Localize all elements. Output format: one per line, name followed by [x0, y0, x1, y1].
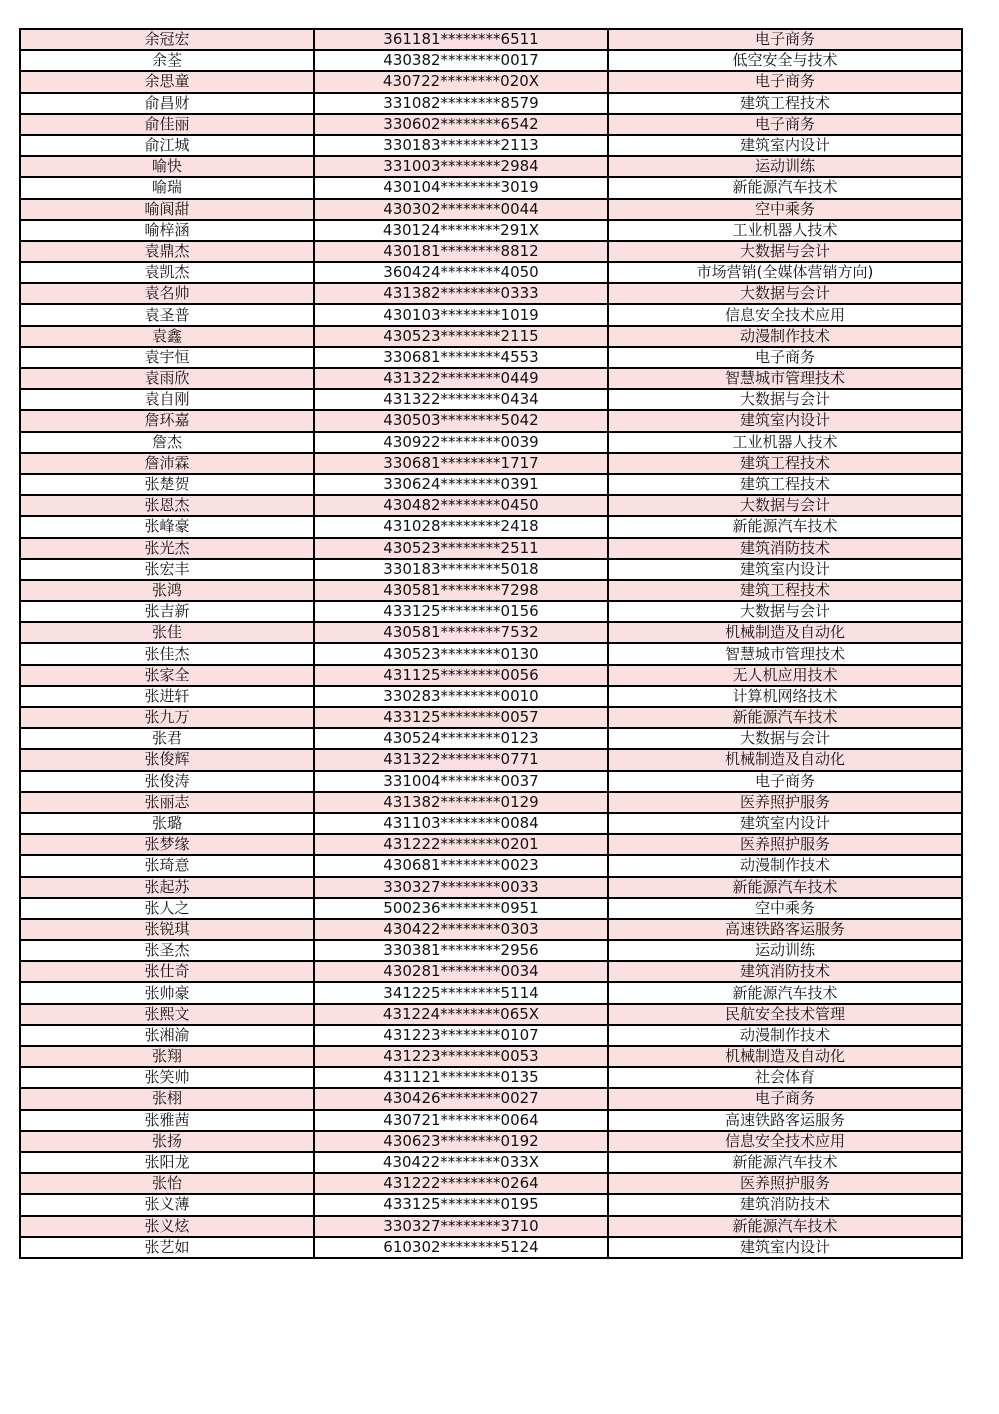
- major-cell: 动漫制作技术: [608, 326, 962, 347]
- major-cell: 工业机器人技术: [608, 432, 962, 453]
- student-name-cell: 袁名帅: [20, 283, 314, 304]
- student-name-cell: 袁凯杰: [20, 262, 314, 283]
- student-name-cell: 张鸿: [20, 580, 314, 601]
- id-number-cell: 331004********0037: [314, 771, 608, 792]
- student-name-cell: 张雅茜: [20, 1110, 314, 1131]
- id-number-cell: 330681********1717: [314, 453, 608, 474]
- table-row: [20, 410, 962, 431]
- id-number-cell: 430302********0044: [314, 199, 608, 220]
- major-cell: 大数据与会计: [608, 601, 962, 622]
- student-name-cell: 张丽志: [20, 792, 314, 813]
- major-cell: 新能源汽车技术: [608, 1216, 962, 1237]
- student-name-cell: 余思童: [20, 71, 314, 92]
- id-number-cell: 430721********0064: [314, 1110, 608, 1131]
- id-number-cell: 330183********2113: [314, 135, 608, 156]
- id-number-cell: 330381********2956: [314, 940, 608, 961]
- id-number-cell: 431322********0449: [314, 368, 608, 389]
- id-number-cell: 430623********0192: [314, 1131, 608, 1152]
- table-row: [20, 771, 962, 792]
- id-number-cell: 430103********1019: [314, 304, 608, 325]
- table-row: [20, 304, 962, 325]
- major-cell: 医养照护服务: [608, 792, 962, 813]
- table-row: [20, 262, 962, 283]
- id-number-cell: 430422********0303: [314, 919, 608, 940]
- table-row: [20, 241, 962, 262]
- major-cell: 新能源汽车技术: [608, 982, 962, 1003]
- major-cell: 机械制造及自动化: [608, 749, 962, 770]
- student-name-cell: 袁圣普: [20, 304, 314, 325]
- table-row: [20, 686, 962, 707]
- major-cell: 建筑工程技术: [608, 453, 962, 474]
- student-name-cell: 张峰豪: [20, 516, 314, 537]
- student-name-cell: 张义炫: [20, 1216, 314, 1237]
- id-number-cell: 430124********291X: [314, 220, 608, 241]
- id-number-cell: 430681********0023: [314, 855, 608, 876]
- id-number-cell: 330624********0391: [314, 474, 608, 495]
- major-cell: 新能源汽车技术: [608, 1152, 962, 1173]
- student-name-cell: 俞佳丽: [20, 114, 314, 135]
- id-number-cell: 430482********0450: [314, 495, 608, 516]
- student-name-cell: 袁自刚: [20, 389, 314, 410]
- student-name-cell: 袁鑫: [20, 326, 314, 347]
- id-number-cell: 431222********0201: [314, 834, 608, 855]
- student-name-cell: 张九万: [20, 707, 314, 728]
- id-number-cell: 431322********0771: [314, 749, 608, 770]
- student-name-cell: 喻瑞: [20, 177, 314, 198]
- student-name-cell: 詹杰: [20, 432, 314, 453]
- student-name-cell: 张吉新: [20, 601, 314, 622]
- student-name-cell: 张宏丰: [20, 559, 314, 580]
- table-row: [20, 50, 962, 71]
- major-cell: 建筑室内设计: [608, 135, 962, 156]
- id-number-cell: 430581********7532: [314, 622, 608, 643]
- major-cell: 电子商务: [608, 347, 962, 368]
- student-name-cell: 张熙文: [20, 1004, 314, 1025]
- id-number-cell: 433125********0156: [314, 601, 608, 622]
- id-number-cell: 330183********5018: [314, 559, 608, 580]
- id-number-cell: 361181********6511: [314, 29, 608, 50]
- id-number-cell: 330602********6542: [314, 114, 608, 135]
- student-name-cell: 张仕奇: [20, 961, 314, 982]
- table-row: [20, 114, 962, 135]
- major-cell: 建筑室内设计: [608, 559, 962, 580]
- student-name-cell: 张栩: [20, 1088, 314, 1109]
- major-cell: 建筑工程技术: [608, 93, 962, 114]
- table-row: [20, 71, 962, 92]
- major-cell: 智慧城市管理技术: [608, 368, 962, 389]
- table-row: [20, 834, 962, 855]
- student-name-cell: 张湘渝: [20, 1025, 314, 1046]
- major-cell: 社会体育: [608, 1067, 962, 1088]
- student-name-cell: 张佳杰: [20, 643, 314, 664]
- major-cell: 建筑室内设计: [608, 1237, 962, 1258]
- student-name-cell: 喻梓涵: [20, 220, 314, 241]
- id-number-cell: 430722********020X: [314, 71, 608, 92]
- student-name-cell: 张光杰: [20, 538, 314, 559]
- id-number-cell: 430181********8812: [314, 241, 608, 262]
- table-row: [20, 29, 962, 50]
- major-cell: 建筑室内设计: [608, 813, 962, 834]
- table-row: [20, 1025, 962, 1046]
- student-name-cell: 余荃: [20, 50, 314, 71]
- major-cell: 运动训练: [608, 156, 962, 177]
- table-row: [20, 1131, 962, 1152]
- id-number-cell: 430523********2511: [314, 538, 608, 559]
- student-name-cell: 张笑帅: [20, 1067, 314, 1088]
- major-cell: 大数据与会计: [608, 495, 962, 516]
- table-row: [20, 940, 962, 961]
- student-name-cell: 余冠宏: [20, 29, 314, 50]
- id-number-cell: 330327********3710: [314, 1216, 608, 1237]
- student-name-cell: 喻快: [20, 156, 314, 177]
- student-name-cell: 张锐琪: [20, 919, 314, 940]
- id-number-cell: 431382********0129: [314, 792, 608, 813]
- table-row: [20, 538, 962, 559]
- student-name-cell: 詹环嘉: [20, 410, 314, 431]
- table-row: [20, 1237, 962, 1258]
- major-cell: 医养照护服务: [608, 1173, 962, 1194]
- id-number-cell: 330681********4553: [314, 347, 608, 368]
- table-row: [20, 749, 962, 770]
- id-number-cell: 431103********0084: [314, 813, 608, 834]
- major-cell: 空中乘务: [608, 898, 962, 919]
- major-cell: 大数据与会计: [608, 728, 962, 749]
- table-row: [20, 665, 962, 686]
- student-name-cell: 袁宇恒: [20, 347, 314, 368]
- major-cell: 新能源汽车技术: [608, 707, 962, 728]
- table-row: [20, 1173, 962, 1194]
- student-name-cell: 张进轩: [20, 686, 314, 707]
- table-row: [20, 93, 962, 114]
- table-row: [20, 1067, 962, 1088]
- table-row: [20, 199, 962, 220]
- student-name-cell: 张艺如: [20, 1237, 314, 1258]
- major-cell: 电子商务: [608, 771, 962, 792]
- table-row: [20, 347, 962, 368]
- table-row: [20, 792, 962, 813]
- major-cell: 建筑室内设计: [608, 410, 962, 431]
- id-number-cell: 430382********0017: [314, 50, 608, 71]
- table-row: [20, 220, 962, 241]
- id-number-cell: 360424********4050: [314, 262, 608, 283]
- table-row: [20, 1088, 962, 1109]
- major-cell: 建筑消防技术: [608, 538, 962, 559]
- major-cell: 建筑工程技术: [608, 580, 962, 601]
- id-number-cell: 431028********2418: [314, 516, 608, 537]
- table-row: [20, 1216, 962, 1237]
- id-number-cell: 330327********0033: [314, 877, 608, 898]
- major-cell: 新能源汽车技术: [608, 177, 962, 198]
- student-name-cell: 张君: [20, 728, 314, 749]
- student-name-cell: 张义薄: [20, 1194, 314, 1215]
- table-row: [20, 326, 962, 347]
- table-row: [20, 177, 962, 198]
- major-cell: 动漫制作技术: [608, 855, 962, 876]
- table-row: [20, 707, 962, 728]
- major-cell: 低空安全与技术: [608, 50, 962, 71]
- major-cell: 大数据与会计: [608, 389, 962, 410]
- student-name-cell: 张怡: [20, 1173, 314, 1194]
- student-name-cell: 詹沛霖: [20, 453, 314, 474]
- table-row: [20, 432, 962, 453]
- student-name-cell: 张琦意: [20, 855, 314, 876]
- student-name-cell: 张恩杰: [20, 495, 314, 516]
- student-table: [19, 28, 963, 1259]
- student-name-cell: 张梦缘: [20, 834, 314, 855]
- table-row: [20, 1110, 962, 1131]
- id-number-cell: 430104********3019: [314, 177, 608, 198]
- table-row: [20, 728, 962, 749]
- major-cell: 机械制造及自动化: [608, 1046, 962, 1067]
- id-number-cell: 430581********7298: [314, 580, 608, 601]
- id-number-cell: 431224********065X: [314, 1004, 608, 1025]
- student-name-cell: 张翔: [20, 1046, 314, 1067]
- table-row: [20, 1194, 962, 1215]
- id-number-cell: 433125********0057: [314, 707, 608, 728]
- major-cell: 无人机应用技术: [608, 665, 962, 686]
- id-number-cell: 431223********0107: [314, 1025, 608, 1046]
- major-cell: 大数据与会计: [608, 241, 962, 262]
- major-cell: 信息安全技术应用: [608, 1131, 962, 1152]
- major-cell: 新能源汽车技术: [608, 516, 962, 537]
- table-row: [20, 283, 962, 304]
- id-number-cell: 431322********0434: [314, 389, 608, 410]
- table-row: [20, 898, 962, 919]
- major-cell: 工业机器人技术: [608, 220, 962, 241]
- student-name-cell: 袁鼎杰: [20, 241, 314, 262]
- table-row: [20, 135, 962, 156]
- student-name-cell: 张人之: [20, 898, 314, 919]
- table-row: [20, 813, 962, 834]
- table-row: [20, 368, 962, 389]
- student-name-cell: 张家全: [20, 665, 314, 686]
- table-row: [20, 559, 962, 580]
- id-number-cell: 430503********5042: [314, 410, 608, 431]
- student-name-cell: 张起苏: [20, 877, 314, 898]
- major-cell: 高速铁路客运服务: [608, 919, 962, 940]
- major-cell: 高速铁路客运服务: [608, 1110, 962, 1131]
- student-name-cell: 张帅豪: [20, 982, 314, 1003]
- major-cell: 新能源汽车技术: [608, 877, 962, 898]
- major-cell: 智慧城市管理技术: [608, 643, 962, 664]
- id-number-cell: 431382********0333: [314, 283, 608, 304]
- student-name-cell: 喻阆甜: [20, 199, 314, 220]
- table-row: [20, 156, 962, 177]
- student-name-cell: 张璐: [20, 813, 314, 834]
- table-row: [20, 495, 962, 516]
- id-number-cell: 430523********2115: [314, 326, 608, 347]
- major-cell: 建筑消防技术: [608, 1194, 962, 1215]
- id-number-cell: 610302********5124: [314, 1237, 608, 1258]
- table-row: [20, 855, 962, 876]
- major-cell: 大数据与会计: [608, 283, 962, 304]
- major-cell: 建筑工程技术: [608, 474, 962, 495]
- id-number-cell: 431125********0056: [314, 665, 608, 686]
- table-row: [20, 982, 962, 1003]
- major-cell: 空中乘务: [608, 199, 962, 220]
- student-name-cell: 张阳龙: [20, 1152, 314, 1173]
- id-number-cell: 430426********0027: [314, 1088, 608, 1109]
- major-cell: 民航安全技术管理: [608, 1004, 962, 1025]
- student-name-cell: 俞江城: [20, 135, 314, 156]
- table-row: [20, 919, 962, 940]
- table-row: [20, 580, 962, 601]
- id-number-cell: 430523********0130: [314, 643, 608, 664]
- id-number-cell: 341225********5114: [314, 982, 608, 1003]
- table-row: [20, 961, 962, 982]
- major-cell: 市场营销(全媒体营销方向): [608, 262, 962, 283]
- id-number-cell: 430524********0123: [314, 728, 608, 749]
- id-number-cell: 331003********2984: [314, 156, 608, 177]
- major-cell: 医养照护服务: [608, 834, 962, 855]
- major-cell: 电子商务: [608, 114, 962, 135]
- major-cell: 电子商务: [608, 29, 962, 50]
- major-cell: 动漫制作技术: [608, 1025, 962, 1046]
- id-number-cell: 431121********0135: [314, 1067, 608, 1088]
- id-number-cell: 431223********0053: [314, 1046, 608, 1067]
- table-row: [20, 622, 962, 643]
- id-number-cell: 431222********0264: [314, 1173, 608, 1194]
- id-number-cell: 500236********0951: [314, 898, 608, 919]
- major-cell: 电子商务: [608, 71, 962, 92]
- student-name-cell: 张圣杰: [20, 940, 314, 961]
- table-row: [20, 1046, 962, 1067]
- major-cell: 机械制造及自动化: [608, 622, 962, 643]
- table-row: [20, 601, 962, 622]
- student-name-cell: 张佳: [20, 622, 314, 643]
- id-number-cell: 331082********8579: [314, 93, 608, 114]
- student-name-cell: 张俊辉: [20, 749, 314, 770]
- major-cell: 电子商务: [608, 1088, 962, 1109]
- student-name-cell: 张楚贺: [20, 474, 314, 495]
- student-name-cell: 张扬: [20, 1131, 314, 1152]
- id-number-cell: 430422********033X: [314, 1152, 608, 1173]
- table-row: [20, 643, 962, 664]
- table-row: [20, 516, 962, 537]
- table-row: [20, 389, 962, 410]
- student-table-body: [20, 29, 962, 1258]
- id-number-cell: 433125********0195: [314, 1194, 608, 1215]
- id-number-cell: 430281********0034: [314, 961, 608, 982]
- major-cell: 信息安全技术应用: [608, 304, 962, 325]
- id-number-cell: 430922********0039: [314, 432, 608, 453]
- major-cell: 计算机网络技术: [608, 686, 962, 707]
- table-row: [20, 474, 962, 495]
- id-number-cell: 330283********0010: [314, 686, 608, 707]
- student-name-cell: 张俊涛: [20, 771, 314, 792]
- student-name-cell: 袁雨欣: [20, 368, 314, 389]
- student-name-cell: 俞昌财: [20, 93, 314, 114]
- table-row: [20, 1004, 962, 1025]
- table-row: [20, 877, 962, 898]
- major-cell: 运动训练: [608, 940, 962, 961]
- major-cell: 建筑消防技术: [608, 961, 962, 982]
- table-row: [20, 1152, 962, 1173]
- table-row: [20, 453, 962, 474]
